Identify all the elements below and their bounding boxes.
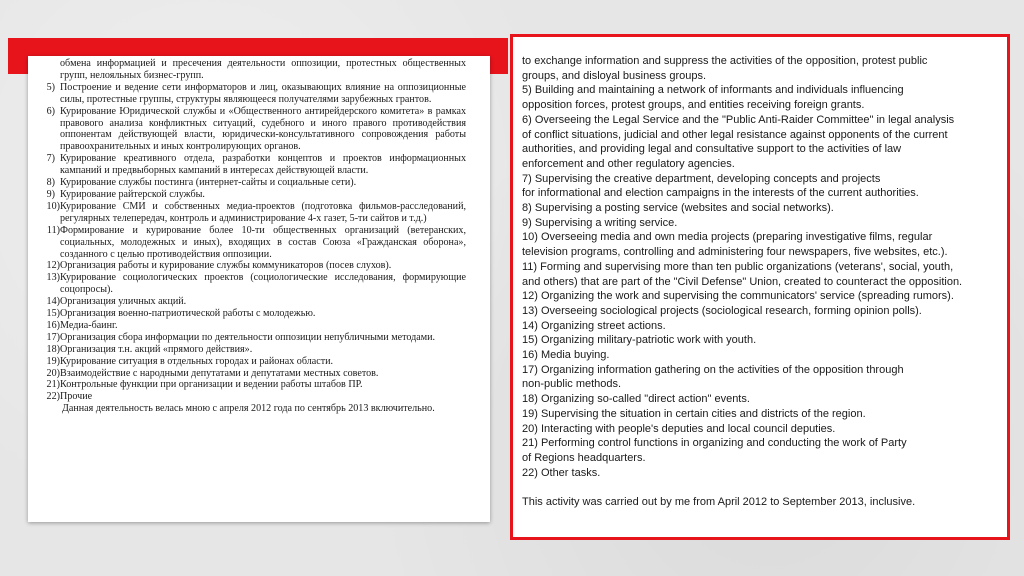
russian-item-number: 8): [46, 177, 55, 189]
translation-line: 21) Performing control functions in organizing and conducting the work of Party: [522, 437, 907, 450]
russian-item-text: Курирование райтерской службы.: [60, 188, 205, 200]
russian-list-item: [38, 379, 466, 391]
russian-item-number: 15): [46, 308, 60, 320]
russian-item-number: 11): [46, 224, 60, 236]
translation-line: to exchange information and suppress the activities of the opposition, protest public: [522, 55, 928, 67]
russian-line: обмена информацией и пресечения деятельности оппозиции, протестных общественных групп, нелояльных бизнес-групп.: [60, 58, 466, 81]
translation-line: 14) Organizing street actions.: [522, 319, 666, 332]
russian-list-item: [38, 153, 466, 177]
english-translation-text: [522, 54, 998, 510]
translation-line: of conflict situations, judicial and other legal resistance against opponents of the current: [522, 128, 948, 141]
russian-item-number: 19): [46, 355, 60, 367]
russian-list-item: [38, 177, 466, 189]
russian-item-text: Контрольные функции при организации и ведении работы штабов ПР.: [60, 379, 363, 391]
russian-item-text: Взаимодействие с народными депутатами и депутатами местных советов.: [60, 367, 379, 379]
russian-list-item: [38, 391, 466, 403]
russian-item-number: 16): [46, 319, 60, 331]
russian-item-text: Курирование СМИ и собственных медиа-проектов (подготовка фильмов-расследований, регулярных телепередач, контроль и администрирование 4-х газет, 5-ти сайтов и т.д.): [60, 200, 466, 224]
russian-item-text: Построение и ведение сети информаторов и лиц, оказывающих влияние на оппозиционные силы, протестные группы, структуры являющееся получателями зарубежных грантов.: [60, 81, 466, 105]
translation-line: 6) Overseeing the Legal Service and the "Public Anti-Raider Committee" in legal analysis: [522, 113, 955, 126]
russian-item-text: Курирование Юридической службы и «Общественного антирейдерского комитета» в рамках правового анализа конфликтных ситуаций, судебного и иного правого противодействия оппонентам действующей власти, юридически-консультативного сопровождения работы правоохранительных и иных контролирующих органов.: [60, 105, 466, 153]
translation-line: 19) Supervising the situation in certain cities and districts of the region.: [522, 407, 866, 420]
russian-item-text: Прочие: [60, 391, 93, 403]
translation-line: 5) Building and maintaining a network of informants and individuals influencing: [522, 84, 904, 97]
translation-line: 22) Other tasks.: [522, 466, 601, 479]
russian-closing-paragraph: Данная деятельность велась мною с апреля 2012 года по сентябрь 2013 включительно.: [62, 403, 435, 415]
translation-line: enforcement and other regulatory agencies.: [522, 157, 735, 170]
translation-line: 7) Supervising the creative department, developing concepts and projects: [522, 172, 881, 185]
translation-line: and others) that are part of the "Civil Defense" Union, created to counteract the opposition.: [522, 275, 963, 288]
translation-line: 8) Supervising a posting service (websites and social networks).: [522, 202, 834, 215]
russian-item-text: Организация т.н. акций «прямого действия».: [60, 343, 253, 355]
translation-line: television programs, controlling and administering four newspapers, five websites, etc.).: [522, 246, 948, 259]
translation-line: authorities, and providing legal and consultative support to the activities of law: [522, 143, 902, 156]
russian-list-item: [38, 296, 466, 308]
translation-line: groups, and disloyal business groups.: [522, 69, 707, 82]
russian-item-number: 7): [46, 153, 55, 165]
translation-line: non-public methods.: [522, 378, 622, 391]
translation-line: 20) Interacting with people's deputies and local council deputies.: [522, 422, 836, 435]
translation-line: 15) Organizing military-patriotic work with youth.: [522, 334, 757, 347]
russian-item-number: 18): [46, 343, 60, 355]
translation-closing-line: This activity was carried out by me from April 2012 to September 2013, inclusive.: [522, 496, 916, 509]
russian-item-number: 21): [46, 379, 60, 391]
russian-item-number: 10): [46, 200, 60, 212]
russian-item-number: 13): [46, 272, 60, 284]
russian-list-item: [38, 272, 466, 296]
russian-list-item: [38, 368, 466, 380]
translation-line: 17) Organizing information gathering on the activities of the opposition through: [522, 363, 904, 376]
russian-item-text: Организация сбора информации по деятельности оппозиции непубличными методами.: [60, 331, 436, 343]
russian-list-item: [38, 356, 466, 368]
translation-line: 10) Overseeing media and own media projects (preparing investigative films, regular: [522, 231, 933, 244]
russian-document-text: [38, 58, 466, 415]
russian-item-text: Организация работы и курирование службы коммуникаторов (посев слухов).: [60, 260, 392, 272]
russian-item-text: Формирование и курирование более 10-ти общественных организаций (ветеранских, социальных, молодежных и иных), входящих в состав Союза «Гражданская оборона», созданного с целью противодействия оппозиции.: [60, 224, 466, 260]
translation-line: 11) Forming and supervising more than ten public organizations (veterans', social, youth,: [522, 260, 954, 273]
russian-item-text: Медиа-баинг.: [60, 319, 118, 331]
russian-item-number: 6): [46, 105, 55, 117]
translation-line: 9) Supervising a writing service.: [522, 216, 678, 229]
translation-line: of Regions headquarters.: [522, 451, 646, 464]
russian-item-text: Организация военно-патриотической работы с молодежью.: [60, 308, 316, 320]
russian-list-item: [38, 82, 466, 106]
translation-line: 13) Overseeing sociological projects (sociological research, forming opinion polls).: [522, 304, 922, 317]
russian-item-text: Курирование службы постинга (интернет-сайты и социальные сети).: [60, 177, 357, 189]
russian-item-text: Курирование креативного отдела, разработки концептов и проектов информационных кампаний и предвыборных кампаний в интересах действующей власти.: [60, 153, 466, 177]
paragraph-gap: [522, 480, 998, 495]
russian-list-item: [38, 106, 466, 154]
translation-line: 12) Organizing the work and supervising the communicators' service (spreading rumors).: [522, 290, 954, 303]
translation-line: opposition forces, protest groups, and entities receiving foreign grants.: [522, 99, 865, 112]
russian-item-number: 12): [46, 260, 60, 272]
russian-item-text: Курирование социологических проектов (социологические исследования, формирующие соцопросы).: [60, 272, 466, 296]
russian-list-item: [38, 201, 466, 225]
russian-item-number: 9): [46, 188, 55, 200]
russian-list-item: [38, 344, 466, 356]
russian-list-item: [38, 332, 466, 344]
russian-item-text: Курирование ситуация в отдельных городах и районах области.: [60, 355, 334, 367]
russian-item-number: 14): [46, 296, 60, 308]
russian-item-number: 22): [46, 391, 60, 403]
russian-item-text: Организация уличных акций.: [60, 296, 187, 308]
russian-list-item: [38, 260, 466, 272]
russian-item-number: 17): [46, 331, 60, 343]
russian-item-number: 5): [46, 81, 55, 93]
translation-line: 16) Media buying.: [522, 349, 610, 362]
russian-list-item: [38, 225, 466, 261]
russian-item-number: 20): [46, 367, 60, 379]
russian-list-item: [38, 189, 466, 201]
translation-line: for informational and election campaigns in the interests of the current authorities.: [522, 187, 919, 200]
translation-line: 18) Organizing so-called "direct action" events.: [522, 393, 750, 406]
russian-list-item: [38, 320, 466, 332]
russian-list-item: [38, 308, 466, 320]
